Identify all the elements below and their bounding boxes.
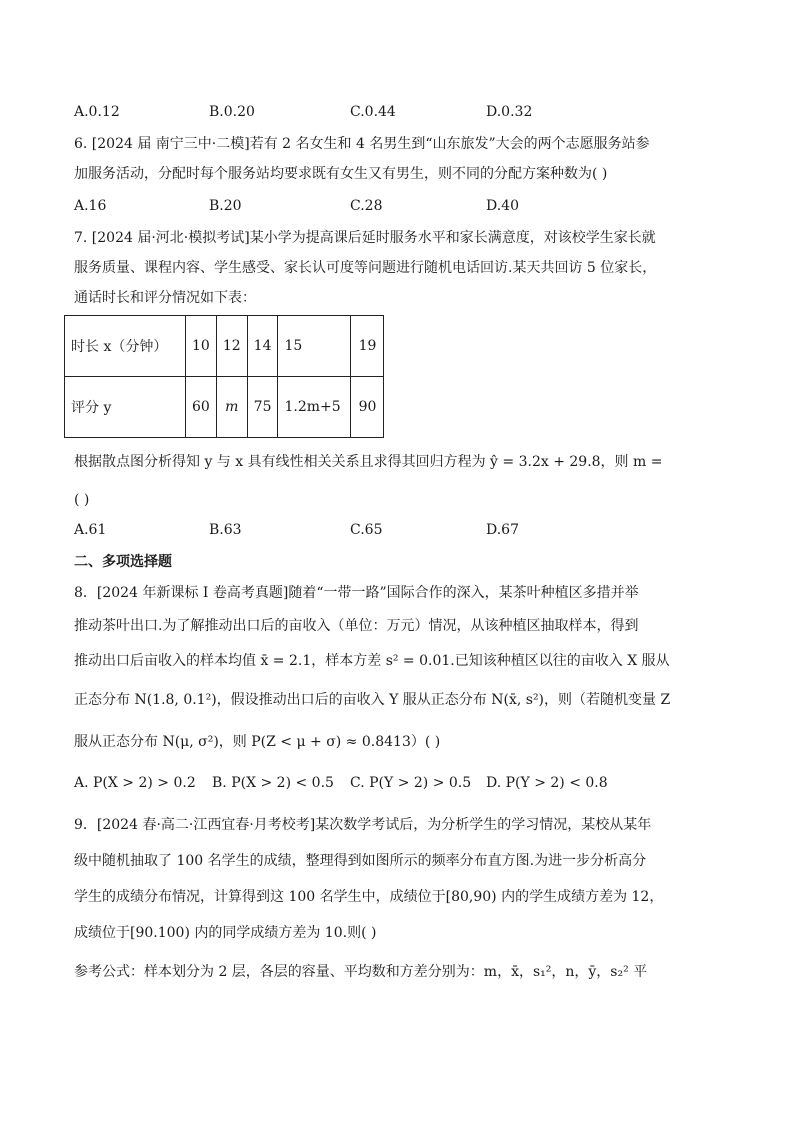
q6-stem-line-2: 加服务活动，分配时每个服务站均要求既有女生又有男生，则不同的分配方案种数为( ) bbox=[74, 166, 608, 182]
q9-stem-line-1: 9．[2024 春·高二·江西宜春·月考校考]某次数学考试后，为分析学生的学习情况，某校从某年 bbox=[74, 817, 652, 833]
table-header-duration: 时长 x（分钟） bbox=[65, 316, 186, 377]
q8-stem-line-5: 服从正态分布 N(μ, σ²)，则 P(Z < μ + σ) ≈ 0.8413）( ) bbox=[74, 734, 441, 750]
table-cell: 60 bbox=[186, 377, 217, 438]
q5-option-d[interactable]: D.0.32 bbox=[486, 104, 533, 120]
table-cell: 10 bbox=[186, 316, 217, 377]
q6-option-c[interactable]: C.28 bbox=[350, 198, 383, 214]
q6-stem-line-1: 6. [2024 届 南宁三中·二模]若有 2 名女生和 4 名男生到“山东旅发”大会的两个志愿服务站参 bbox=[74, 136, 650, 152]
table-cell: m bbox=[216, 377, 247, 438]
q5-option-b[interactable]: B.0.20 bbox=[209, 104, 255, 120]
q6-option-a[interactable]: A.16 bbox=[74, 198, 107, 214]
q8-stem-line-4: 正态分布 N(1.8, 0.1²)，假设推动出口后的亩收入 Y 服从正态分布 N(x̄, s²)，则（若随机变量 Z bbox=[74, 692, 671, 708]
q6-option-d[interactable]: D.40 bbox=[486, 198, 519, 214]
q5-options bbox=[74, 102, 724, 122]
table-row bbox=[65, 377, 384, 438]
q8-option-d[interactable]: D. P(Y > 2) < 0.8 bbox=[486, 775, 608, 791]
q7-stem-line-3: 通话时长和评分情况如下表： bbox=[74, 290, 256, 306]
q8-option-c[interactable]: C. P(Y > 2) > 0.5 bbox=[350, 775, 472, 791]
q9-stem-line-2: 级中随机抽取了 100 名学生的成绩，整理得到如图所示的频率分布直方图.为进一步分析高分 bbox=[74, 853, 647, 869]
q8-stem-line-3: 推动出口后亩收入的样本均值 x̄ = 2.1，样本方差 s² = 0.01.已知该种植区以往的亩收入 X 服从 bbox=[74, 653, 670, 669]
q6-option-b[interactable]: B.20 bbox=[209, 198, 242, 214]
q7-option-b[interactable]: B.63 bbox=[209, 522, 242, 538]
q7-option-c[interactable]: C.65 bbox=[350, 522, 383, 538]
q6-options bbox=[74, 196, 724, 216]
q7-after-line-2: ( ) bbox=[74, 492, 90, 508]
table-cell: 12 bbox=[216, 316, 247, 377]
q7-stem-line-2: 服务质量、课程内容、学生感受、家长认可度等问题进行随机电话回访.某天共回访 5 位家长， bbox=[74, 260, 657, 276]
q8-stem-line-1: 8．[2024 年新课标 I 卷高考真题]随着“一带一路”国际合作的深入，某茶叶种植区多措并举 bbox=[74, 585, 639, 601]
q7-stem-line-1: 7. [2024 届·河北·模拟考试]某小学为提高课后延时服务水平和家长满意度，对该校学生家长就 bbox=[74, 230, 656, 246]
q9-stem-line-3: 学生的成绩分布情况，计算得到这 100 名学生中，成绩位于[80,90) 内的学生成绩方差为 12， bbox=[74, 889, 664, 905]
q9-stem-line-4: 成绩位于[90.100) 内的同学成绩方差为 10.则( ) bbox=[74, 925, 377, 941]
q7-after-line-1: 根据散点图分析得知 y 与 x 具有线性相关关系且求得其回归方程为 ŷ = 3.2x + 29.8，则 m = bbox=[74, 454, 663, 470]
q7-options bbox=[74, 520, 724, 540]
table-cell: 1.2m+5 bbox=[278, 377, 351, 438]
section-title: 二、多项选择题 bbox=[74, 554, 172, 570]
q7-option-a[interactable]: A.61 bbox=[74, 522, 107, 538]
table-cell: 15 bbox=[278, 316, 351, 377]
table-cell: 75 bbox=[247, 377, 278, 438]
q7-data-table bbox=[64, 315, 384, 438]
table-row bbox=[65, 316, 384, 377]
table-cell: 90 bbox=[351, 377, 384, 438]
table-cell: 14 bbox=[247, 316, 278, 377]
table-header-score: 评分 y bbox=[65, 377, 186, 438]
q8-option-a[interactable]: A. P(X > 2) > 0.2 bbox=[74, 775, 196, 791]
q5-option-a[interactable]: A.0.12 bbox=[74, 104, 120, 120]
q8-stem-line-2: 推动茶叶出口.为了解推动出口后的亩收入（单位：万元）情况，从该种植区抽取样本，得到 bbox=[74, 618, 639, 634]
q8-option-b[interactable]: B. P(X > 2) < 0.5 bbox=[212, 775, 334, 791]
table-cell: 19 bbox=[351, 316, 384, 377]
q7-option-d[interactable]: D.67 bbox=[486, 522, 519, 538]
q5-option-c[interactable]: C.0.44 bbox=[350, 104, 396, 120]
q9-reference-formula: 参考公式：样本划分为 2 层，各层的容量、平均数和方差分别为：m，x̄，s₁²，n，ȳ，s₂² 平 bbox=[74, 964, 648, 980]
q8-options bbox=[74, 773, 724, 793]
